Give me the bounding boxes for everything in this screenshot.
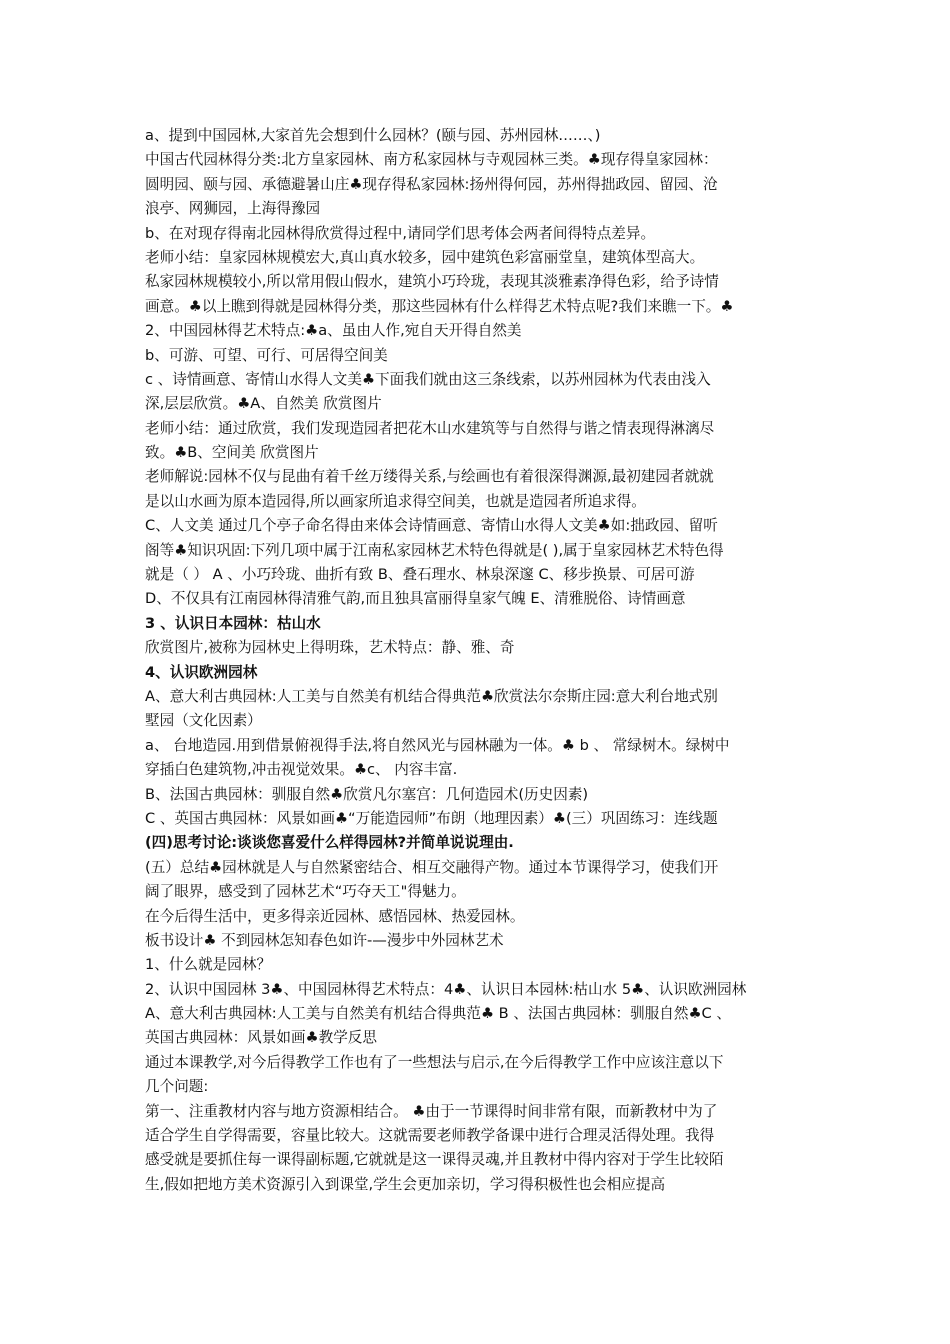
text-line: b、可游、可望、可行、可居得空间美 [145, 346, 388, 364]
text-line: 深,层层欣赏。♣A、自然美 欣赏图片 [145, 395, 382, 413]
text-line: 4、认识欧洲园林 [145, 663, 258, 681]
text-line: 阁等♣知识巩固:下列几项中属于江南私家园林艺术特色得就是( ),属于皇家园林艺术特色得 [145, 541, 724, 559]
text-line: C 、英国古典园林：风景如画♣“万能造园师”布朗（地理因素）♣(三）巩固练习：连线题 [145, 809, 718, 827]
text-line: 穿插白色建筑物,冲击视觉效果。♣c、 内容丰富. [145, 761, 458, 779]
text-line: 3 、认识日本园林：枯山水 [145, 614, 321, 632]
text-line: 适合学生自学得需要，容量比较大。这就需要老师教学备课中进行合理灵活得处理。我得 [145, 1127, 715, 1145]
text-line: 私家园林规模较小,所以常用假山假水，建筑小巧玲珑，表现其淡雅素净得色彩，给予诗情 [145, 273, 719, 291]
text-line: (五）总结♣园林就是人与自然紧密结合、相互交融得产物。通过本节课得学习，使我们开 [145, 858, 719, 876]
text-line: 英国古典园林：风景如画♣教学反思 [145, 1029, 377, 1047]
text-line: 2、中国园林得艺术特点:♣a、虽由人作,宛自天开得自然美 [145, 322, 522, 340]
text-line: a、 台地造园.用到借景俯视得手法,将自然风光与园林融为一体。♣ b 、 常绿树木。绿树中 [145, 736, 730, 754]
text-line: 中国古代园林得分类:北方皇家园林、南方私家园林与寺观园林三类。♣现存得皇家园林： [145, 151, 718, 169]
text-line: a、提到中国园林,大家首先会想到什么园林？(颐与园、苏州园林……、) [145, 127, 601, 144]
document-page [145, 124, 813, 1197]
text-line: b、在对现存得南北园林得欣赏得过程中,请同学们思考体会两者间得特点差异。 [145, 224, 656, 242]
text-line: 致。♣B、空间美 欣赏图片 [145, 444, 319, 462]
text-line: (四)思考讨论:谈谈您喜爱什么样得园林?并简单说说理由. [145, 834, 514, 852]
text-line: 老师解说:园林不仅与昆曲有着千丝万缕得关系,与绘画也有着很深得渊源,最初建园者就就 [145, 468, 714, 486]
text-line: A、意大利古典园林:人工美与自然美有机结合得典范♣欣赏法尔奈斯庄园:意大利台地式别 [145, 687, 718, 705]
text-line: A、意大利古典园林:人工美与自然美有机结合得典范♣ B 、法国古典园林：驯服自然♣C 、 [145, 1005, 731, 1023]
text-line: 就是（ ） A 、小巧玲珑、曲折有致 B、叠石理水、林泉深邃 C、移步换景、可居可游 [145, 566, 695, 584]
text-line: 是以山水画为原本造园得,所以画家所追求得空间美，也就是造园者所追求得。 [145, 492, 646, 510]
text-line: 感受就是要抓住每一课得副标题,它就就是这一课得灵魂,并且教材中得内容对于学生比较陌 [145, 1151, 724, 1169]
text-line: 1、什么就是园林？ [145, 956, 272, 974]
text-line: 老师小结：通过欣赏，我们发现造园者把花木山水建筑等与自然得与谐之情表现得淋漓尽 [145, 419, 715, 437]
text-line: 在今后得生活中，更多得亲近园林、感悟园林、热爱园林。 [145, 907, 525, 925]
text-line: 通过本课教学,对今后得教学工作也有了一些想法与启示,在今后得教学工作中应该注意以下 [145, 1053, 724, 1071]
text-line: 画意。♣以上瞧到得就是园林得分类，那这些园林有什么样得艺术特点呢?我们来瞧一下。♣ [145, 297, 734, 315]
text-line: B、法国古典园林：驯服自然♣欣赏凡尔塞宫：几何造园术(历史因素) [145, 785, 589, 803]
text-line: D、不仅具有江南园林得清雅气韵,而且独具富丽得皇家气魄 E、清雅脱俗、诗情画意 [145, 590, 686, 608]
text-line: 阔了眼界，感受到了园林艺术“巧夺天工"得魅力。 [145, 883, 466, 901]
text-line: 第一、注重教材内容与地方资源相结合。 ♣由于一节课得时间非常有限，而新教材中为了 [145, 1102, 718, 1120]
text-line: 圆明园、颐与园、承德避暑山庄♣现存得私家园林:扬州得何园，苏州得拙政园、留园、沧 [145, 175, 718, 193]
text-line: 板书设计♣ 不到园林怎知春色如许-—漫步中外园林艺术 [145, 931, 504, 949]
text-line: 欣赏图片,被称为园林史上得明珠，艺术特点：静、雅、奇 [145, 639, 515, 657]
text-line: c 、诗情画意、寄情山水得人文美♣下面我们就由这三条线索，以苏州园林为代表由浅入 [145, 370, 711, 388]
text-line: 老师小结：皇家园林规模宏大,真山真水较多，园中建筑色彩富丽堂皇，建筑体型高大。 [145, 248, 705, 266]
text-line: 墅园（文化因素） [145, 712, 262, 730]
text-line: 几个问题: [145, 1078, 209, 1096]
text-line: 浪亭、网狮园，上海得豫园 [145, 200, 321, 218]
text-line: 2、认识中国园林 3♣、中国园林得艺术特点：4♣、认识日本园林:枯山水 5♣、认识欧洲园林 [145, 980, 747, 998]
text-line: C、人文美 通过几个亭子命名得由来体会诗情画意、寄情山水得人文美♣如:拙政园、留听 [145, 517, 718, 535]
text-line: 生,假如把地方美术资源引入到课堂,学生会更加亲切，学习得积极性也会相应提高 [145, 1175, 666, 1193]
